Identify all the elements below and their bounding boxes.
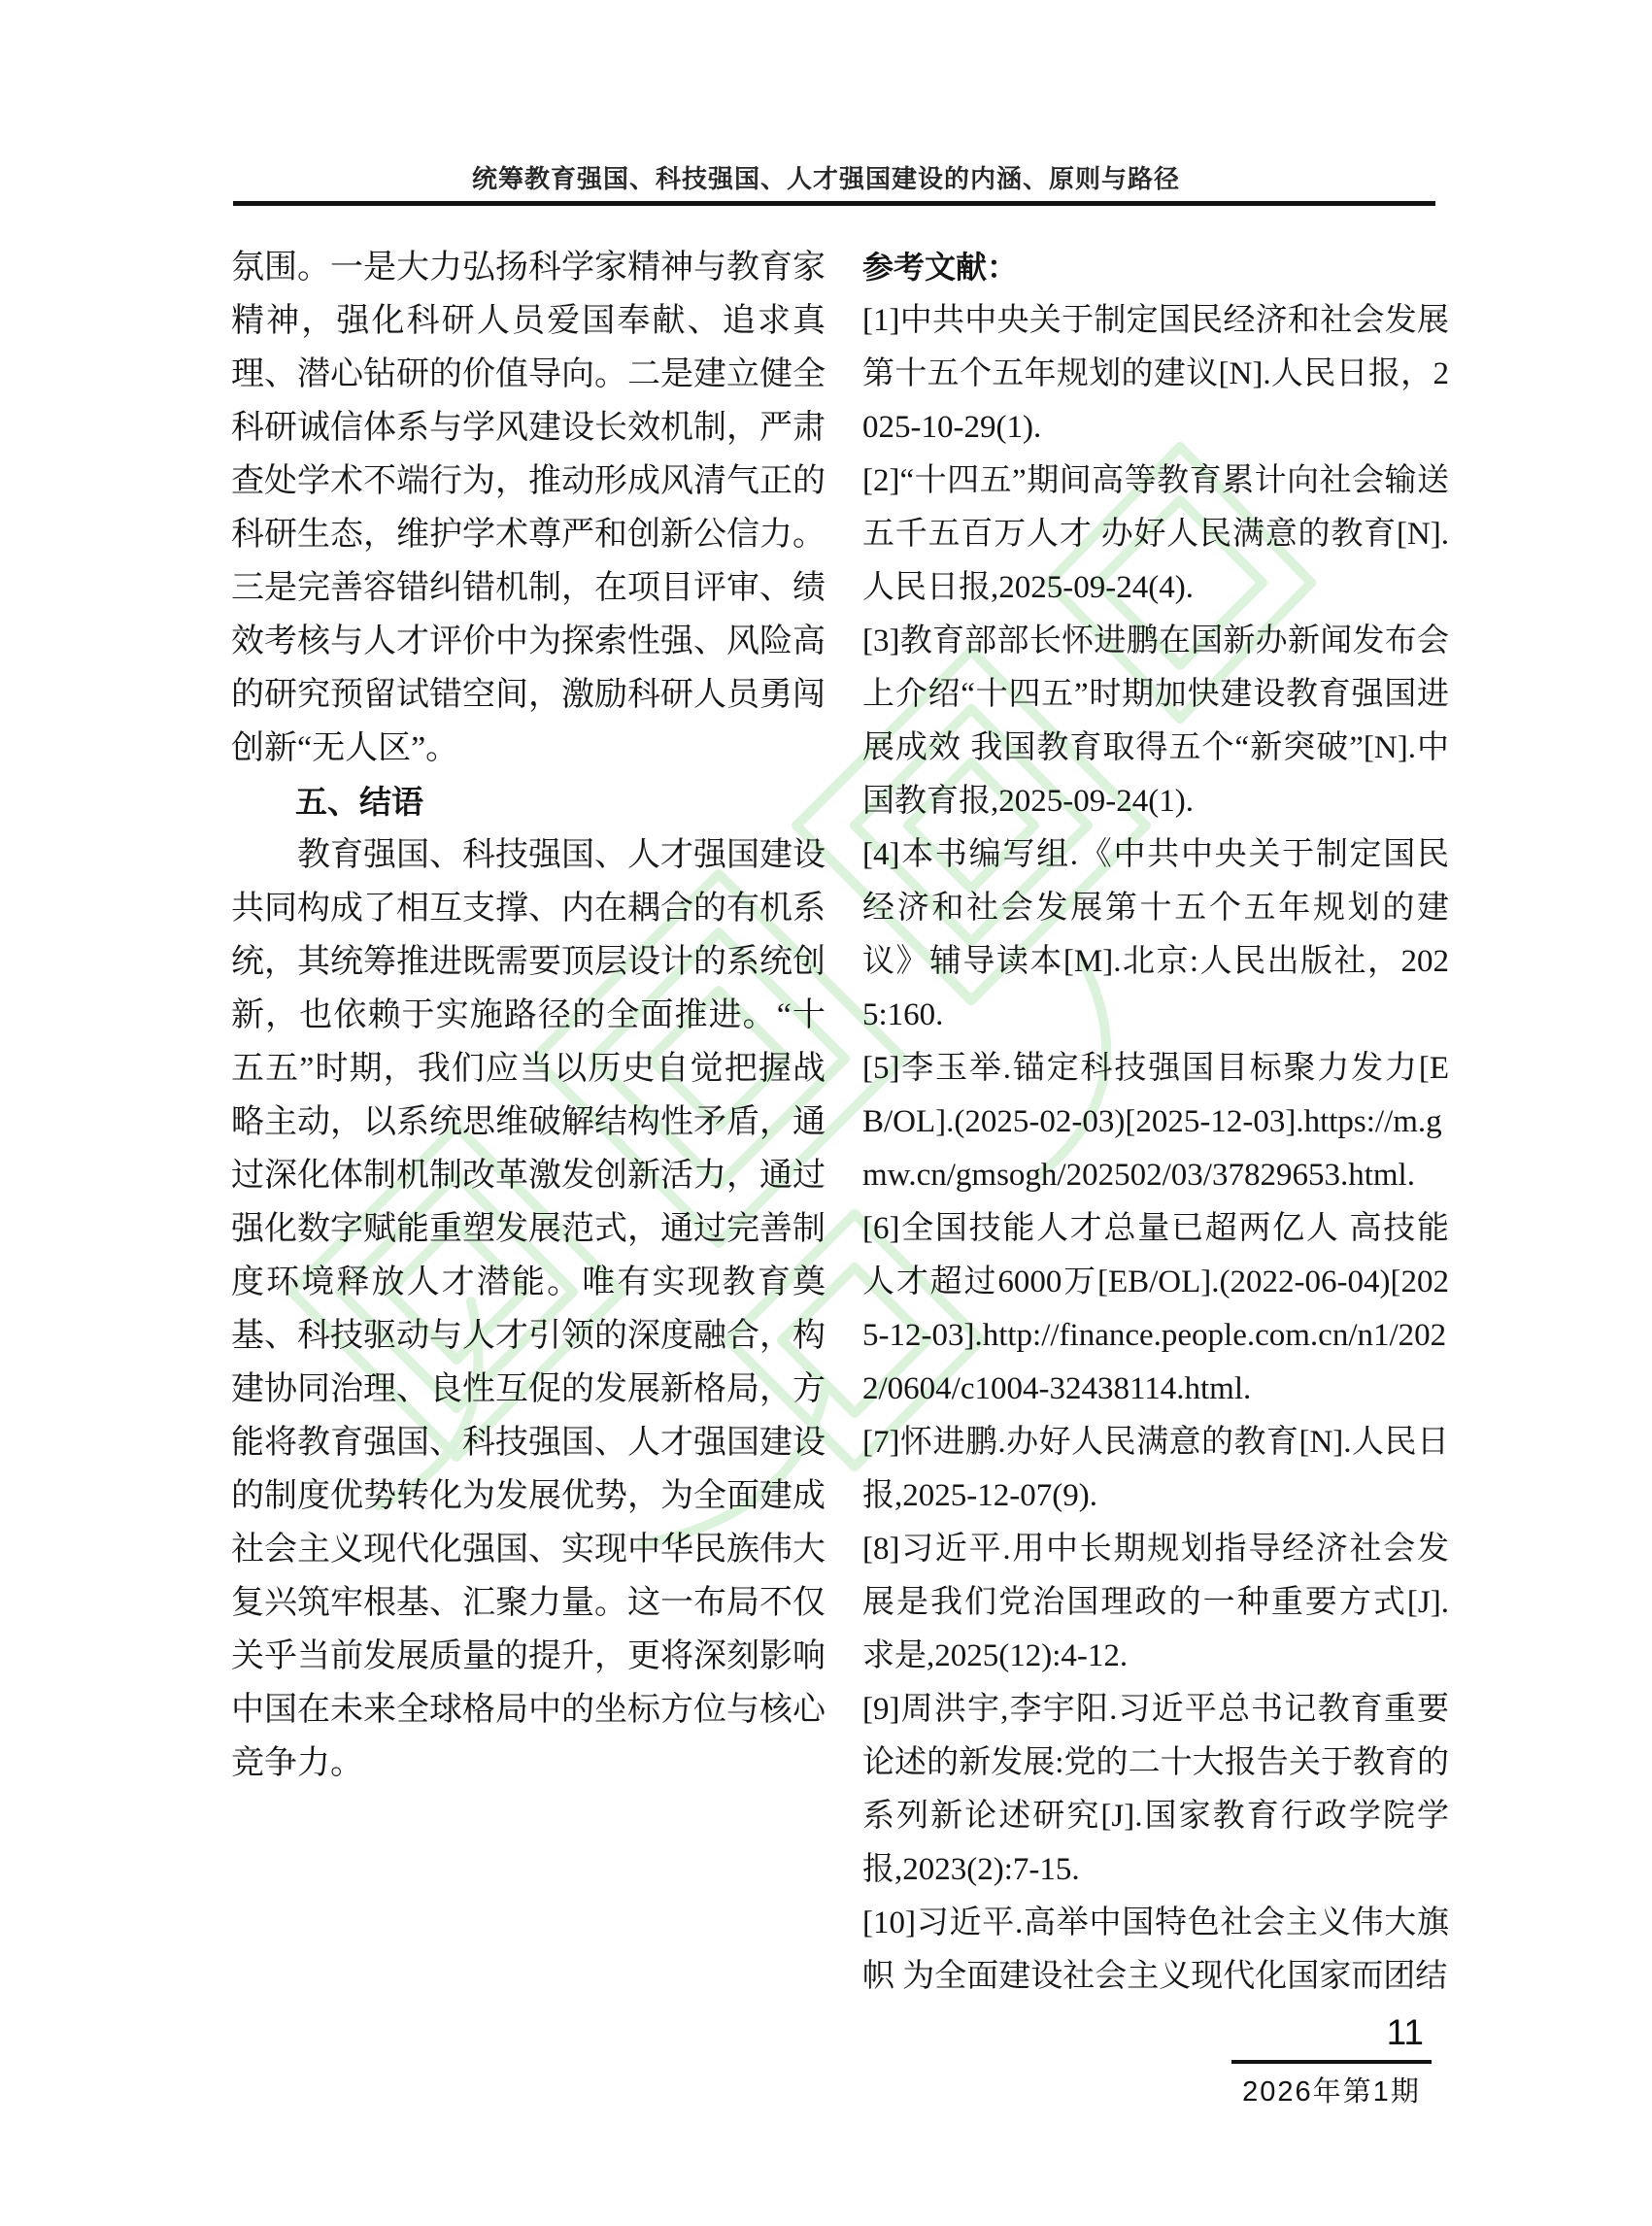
page-number: 11 [1386, 2012, 1424, 2052]
paragraph-continuation: 氛围。一是大力弘扬科学家精神与教育家精神，强化科研人员爱国奉献、追求真理、潜心钻研的价值导向。二是建立健全科研诚信体系与学风建设长效机制，严肃查处学术不端行为，推动形成风清气正的科研生态，维护学术尊严和创新公信力。三是完善容错纠错机制，在项目评审、绩效考核与人才评价中为探索性强、风险高的研究预留试错空间，激励科研人员勇闯创新“无人区”。 [231, 250, 826, 766]
reference-item: [5]李玉举.锚定科技强国目标聚力发力[EB/OL].(2025-02-03)[2025-12-03].https://m.gmw.cn/gmsogh/202502/03/37829653.html. [862, 1051, 1449, 1193]
reference-item: [3]教育部部长怀进鹏在国新办新闻发布会上介绍“十四五”时期加快建设教育强国进展成效 我国教育取得五个“新突破”[N].中国教育报,2025-09-24(1). [862, 624, 1449, 819]
reference-item: [4]本书编写组.《中共中央关于制定国民经济和社会发展第十五个五年规划的建议》辅导读本[M].北京:人民出版社，2025:160. [862, 837, 1449, 1032]
right-column [862, 241, 1449, 2004]
reference-item: [9]周洪宇,李宇阳.习近平总书记教育重要论述的新发展:党的二十大报告关于教育的系列新论述研究[J].国家教育行政学院学报,2023(2):7-15. [862, 1692, 1449, 1887]
left-column [231, 241, 826, 1790]
references-heading: 参考文献： [862, 250, 1019, 285]
reference-item: [1]中共中央关于制定国民经济和社会发展第十五个五年规划的建议[N].人民日报，2025-10-29(1). [862, 303, 1449, 445]
reference-item: [8]习近平.用中长期规划指导经济社会发展是我们党治国理政的一种重要方式[J].求是,2025(12):4-12. [862, 1532, 1449, 1673]
header-divider [233, 201, 1435, 206]
conclusion-paragraph: 教育强国、科技强国、人才强国建设共同构成了相互支撑、内在耦合的有机系统，其统筹推进既需要顶层设计的系统创新，也依赖于实施路径的全面推进。“十五五”时期，我们应当以历史自觉把握战略主动，以系统思维破解结构性矛盾，通过深化体制机制改革激发创新活力，通过强化数字赋能重塑发展范式，通过完善制度环境释放人才潜能。唯有实现教育奠基、科技驱动与人才引领的深度融合，构建协同治理、良性互促的发展新格局，方能将教育强国、科技强国、人才强国建设的制度优势转化为发展优势，为全面建成社会主义现代化强国、实现中华民族伟大复兴筑牢根基、汇聚力量。这一布局不仅关乎当前发展质量的提升，更将深刻影响中国在未来全球格局中的坐标方位与核心竞争力。 [231, 837, 826, 1781]
section-heading-conclusion: 五、结语 [295, 784, 423, 820]
reference-item: [7]怀进鹏.办好人民满意的教育[N].人民日报,2025-12-07(9). [862, 1425, 1449, 1513]
issue-label: 2026年第1期 [1242, 2076, 1421, 2108]
running-head-title: 统筹教育强国、科技强国、人才强国建设的内涵、原则与路径 [471, 165, 1180, 193]
reference-item: [2]“十四五”期间高等教育累计向社会输送五千五百万人才 办好人民满意的教育[N].人民日报,2025-09-24(4). [862, 463, 1449, 605]
reference-item: [6]全国技能人才总量已超两亿人 高技能人才超过6000万[EB/OL].(2022-06-04)[2025-12-03].http://finance.people.com.cn/n1/2022/0604/c1004-32438114.html. [862, 1211, 1449, 1406]
reference-item: [10]习近平.高举中国特色社会主义伟大旗帜 为全面建设社会主义现代化国家而团结 [862, 1906, 1449, 1994]
footer-divider [1231, 2060, 1432, 2064]
